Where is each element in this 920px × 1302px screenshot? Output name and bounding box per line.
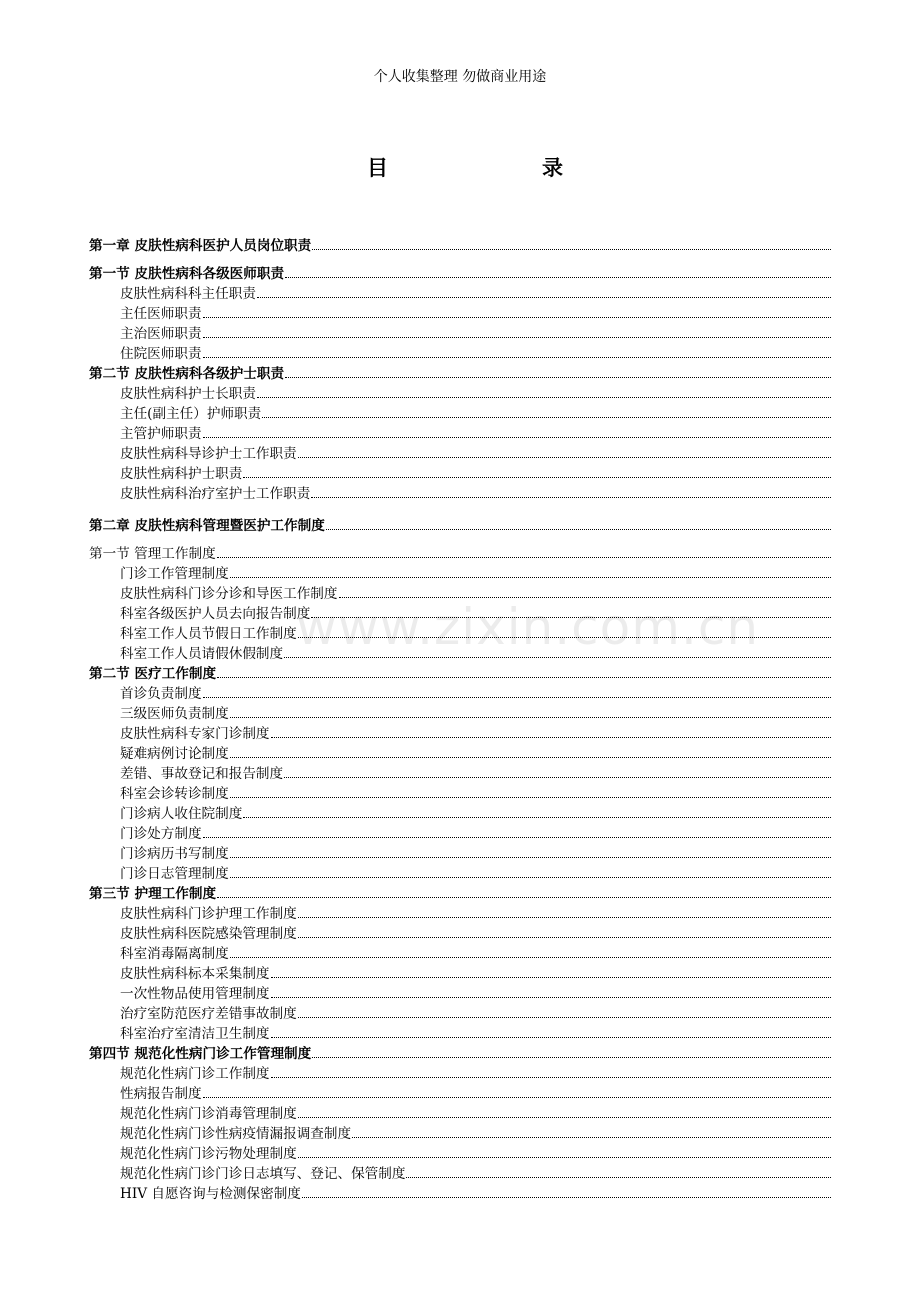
dot-leader xyxy=(284,656,831,658)
toc-entry-text: 规范化性病门诊性病疫情漏报调查制度 xyxy=(120,1126,352,1142)
dot-leader xyxy=(217,896,831,898)
toc-item xyxy=(89,944,831,964)
toc-entry-text: 科室各级医护人员去向报告制度 xyxy=(120,606,311,622)
toc-entry-text: 皮肤性病科治疗室护士工作职责 xyxy=(120,486,311,502)
toc-chapter xyxy=(89,236,831,256)
dot-leader xyxy=(271,736,831,738)
toc-entry-text: 规范化性病门诊工作制度 xyxy=(120,1066,270,1082)
dot-leader xyxy=(217,676,831,678)
toc-entry-text: 皮肤性病科医院感染管理制度 xyxy=(120,926,297,942)
dot-leader xyxy=(243,476,831,478)
dot-leader xyxy=(230,716,831,718)
toc-item xyxy=(89,324,831,344)
toc-item xyxy=(89,424,831,444)
dot-leader xyxy=(298,456,831,458)
toc-entry-text: 第三节 护理工作制度 xyxy=(89,886,217,902)
dot-leader xyxy=(271,1036,831,1038)
dot-leader xyxy=(262,416,831,418)
toc-entry-text: 第一节 管理工作制度 xyxy=(89,546,216,562)
dot-leader xyxy=(230,876,831,878)
toc-item xyxy=(89,1024,831,1044)
toc-entry-text: 门诊病历书写制度 xyxy=(120,846,229,862)
dot-leader xyxy=(271,1076,831,1078)
toc-entry-text: 门诊病人收住院制度 xyxy=(120,806,243,822)
toc-entry-text: 第一章 皮肤性病科医护人员岗位职责 xyxy=(89,238,312,254)
dot-leader xyxy=(230,856,831,858)
toc-section xyxy=(89,1044,831,1064)
dot-leader xyxy=(406,1176,831,1178)
toc-entry-text: 主任医师职责 xyxy=(120,306,202,322)
dot-leader xyxy=(298,936,831,938)
dot-leader xyxy=(203,1096,831,1098)
dot-leader xyxy=(203,696,831,698)
toc-item xyxy=(89,1104,831,1124)
dot-leader xyxy=(352,1136,831,1138)
dot-leader xyxy=(203,336,831,338)
toc-entry-text: 皮肤性病科门诊护理工作制度 xyxy=(120,906,297,922)
dot-leader xyxy=(230,956,831,958)
toc-item xyxy=(89,804,831,824)
toc-item xyxy=(89,564,831,584)
toc-item xyxy=(89,844,831,864)
toc-item xyxy=(89,304,831,324)
dot-leader xyxy=(302,1196,831,1198)
toc-entry-text: 主任(副主任）护师职责 xyxy=(120,406,262,422)
dot-leader xyxy=(271,976,831,978)
toc-item xyxy=(89,924,831,944)
toc-entry-text: 皮肤性病科导诊护士工作职责 xyxy=(120,446,297,462)
toc-item xyxy=(89,284,831,304)
toc-entry-text: 第一节 皮肤性病科各级医师职责 xyxy=(89,266,285,282)
toc-item xyxy=(89,1184,831,1204)
toc-entry-text: 规范化性病门诊门诊日志填写、登记、保管制度 xyxy=(120,1166,406,1182)
toc-entry-text: 科室会诊转诊制度 xyxy=(120,786,229,802)
dot-leader xyxy=(203,316,831,318)
toc-item xyxy=(89,784,831,804)
toc-entry-text: 科室工作人员请假休假制度 xyxy=(120,646,284,662)
toc-entry-text: 科室治疗室清洁卫生制度 xyxy=(120,1026,270,1042)
toc-item xyxy=(89,744,831,764)
toc-entry-text: 皮肤性病科专家门诊制度 xyxy=(120,726,270,742)
dot-leader xyxy=(285,376,831,378)
dot-leader xyxy=(257,396,831,398)
toc-section xyxy=(89,264,831,284)
dot-leader xyxy=(298,1016,831,1018)
toc-item xyxy=(89,964,831,984)
toc-item xyxy=(89,1144,831,1164)
toc-item xyxy=(89,1084,831,1104)
toc-entry-text: 主管护师职责 xyxy=(120,426,202,442)
toc-item xyxy=(89,1064,831,1084)
toc-item xyxy=(89,444,831,464)
toc-entry-text: 规范化性病门诊污物处理制度 xyxy=(120,1146,297,1162)
toc-entry-text: 皮肤性病科科主任职责 xyxy=(120,286,256,302)
dot-leader xyxy=(203,356,831,358)
dot-leader xyxy=(285,276,831,278)
toc-title xyxy=(367,152,563,182)
dot-leader xyxy=(230,756,831,758)
toc-entry-text: 皮肤性病科标本采集制度 xyxy=(120,966,270,982)
toc-item xyxy=(89,1004,831,1024)
toc-entry-text: 一次性物品使用管理制度 xyxy=(120,986,270,1002)
toc-entry-text: 首诊负责制度 xyxy=(120,686,202,702)
toc-item xyxy=(89,864,831,884)
toc-item xyxy=(89,344,831,364)
page-header: 个人收集整理 勿做商业用途 xyxy=(373,69,547,85)
dot-leader xyxy=(312,1056,831,1058)
table-of-contents xyxy=(89,236,831,1204)
toc-entry-text: 第四节 规范化性病门诊工作管理制度 xyxy=(89,1046,312,1062)
toc-entry-text: 主治医师职责 xyxy=(120,326,202,342)
toc-item xyxy=(89,464,831,484)
toc-item xyxy=(89,764,831,784)
toc-entry-text: 三级医师负责制度 xyxy=(120,706,229,722)
dot-leader xyxy=(298,916,831,918)
toc-entry-text: 差错、事故登记和报告制度 xyxy=(120,766,284,782)
toc-entry-text: 皮肤性病科护士职责 xyxy=(120,466,243,482)
toc-chapter xyxy=(89,516,831,536)
toc-title-char-2: 录 xyxy=(542,155,563,180)
toc-entry-text: 皮肤性病科门诊分诊和导医工作制度 xyxy=(120,586,338,602)
dot-leader xyxy=(284,776,831,778)
dot-leader xyxy=(217,556,831,558)
toc-entry-text: 门诊处方制度 xyxy=(120,826,202,842)
toc-item xyxy=(89,1124,831,1144)
toc-item xyxy=(89,824,831,844)
toc-section xyxy=(89,884,831,904)
toc-entry-text: 门诊日志管理制度 xyxy=(120,866,229,882)
toc-entry-text: 门诊工作管理制度 xyxy=(120,566,229,582)
toc-section xyxy=(89,544,831,564)
dot-leader xyxy=(243,816,831,818)
watermark: www.zixin.com.cn xyxy=(296,598,760,656)
toc-item xyxy=(89,1164,831,1184)
dot-leader xyxy=(312,248,831,250)
toc-entry-text: 第二节 医疗工作制度 xyxy=(89,666,217,682)
toc-entry-text: 治疗室防范医疗差错事故制度 xyxy=(120,1006,297,1022)
dot-leader xyxy=(257,296,831,298)
dot-leader xyxy=(203,836,831,838)
dot-leader xyxy=(326,528,831,530)
toc-item xyxy=(89,984,831,1004)
toc-item xyxy=(89,404,831,424)
toc-entry-text: HIV 自愿咨询与检测保密制度 xyxy=(120,1186,301,1202)
toc-entry-text: 规范化性病门诊消毒管理制度 xyxy=(120,1106,297,1122)
dot-leader xyxy=(298,1116,831,1118)
dot-leader xyxy=(298,1156,831,1158)
toc-item xyxy=(89,484,831,504)
toc-item xyxy=(89,904,831,924)
dot-leader xyxy=(311,496,831,498)
dot-leader xyxy=(203,436,831,438)
toc-entry-text: 第二节 皮肤性病科各级护士职责 xyxy=(89,366,285,382)
toc-entry-text: 性病报告制度 xyxy=(120,1086,202,1102)
toc-section xyxy=(89,364,831,384)
dot-leader xyxy=(230,576,831,578)
toc-entry-text: 疑难病例讨论制度 xyxy=(120,746,229,762)
toc-section xyxy=(89,664,831,684)
toc-item xyxy=(89,724,831,744)
toc-entry-text: 第二章 皮肤性病科管理暨医护工作制度 xyxy=(89,518,325,534)
dot-leader xyxy=(271,996,831,998)
toc-item xyxy=(89,704,831,724)
toc-item xyxy=(89,384,831,404)
toc-entry-text: 皮肤性病科护士长职责 xyxy=(120,386,256,402)
toc-entry-text: 科室工作人员节假日工作制度 xyxy=(120,626,297,642)
toc-entry-text: 科室消毒隔离制度 xyxy=(120,946,229,962)
toc-entry-text: 住院医师职责 xyxy=(120,346,202,362)
dot-leader xyxy=(230,796,831,798)
toc-item xyxy=(89,684,831,704)
toc-title-char-1: 目 xyxy=(367,155,388,180)
